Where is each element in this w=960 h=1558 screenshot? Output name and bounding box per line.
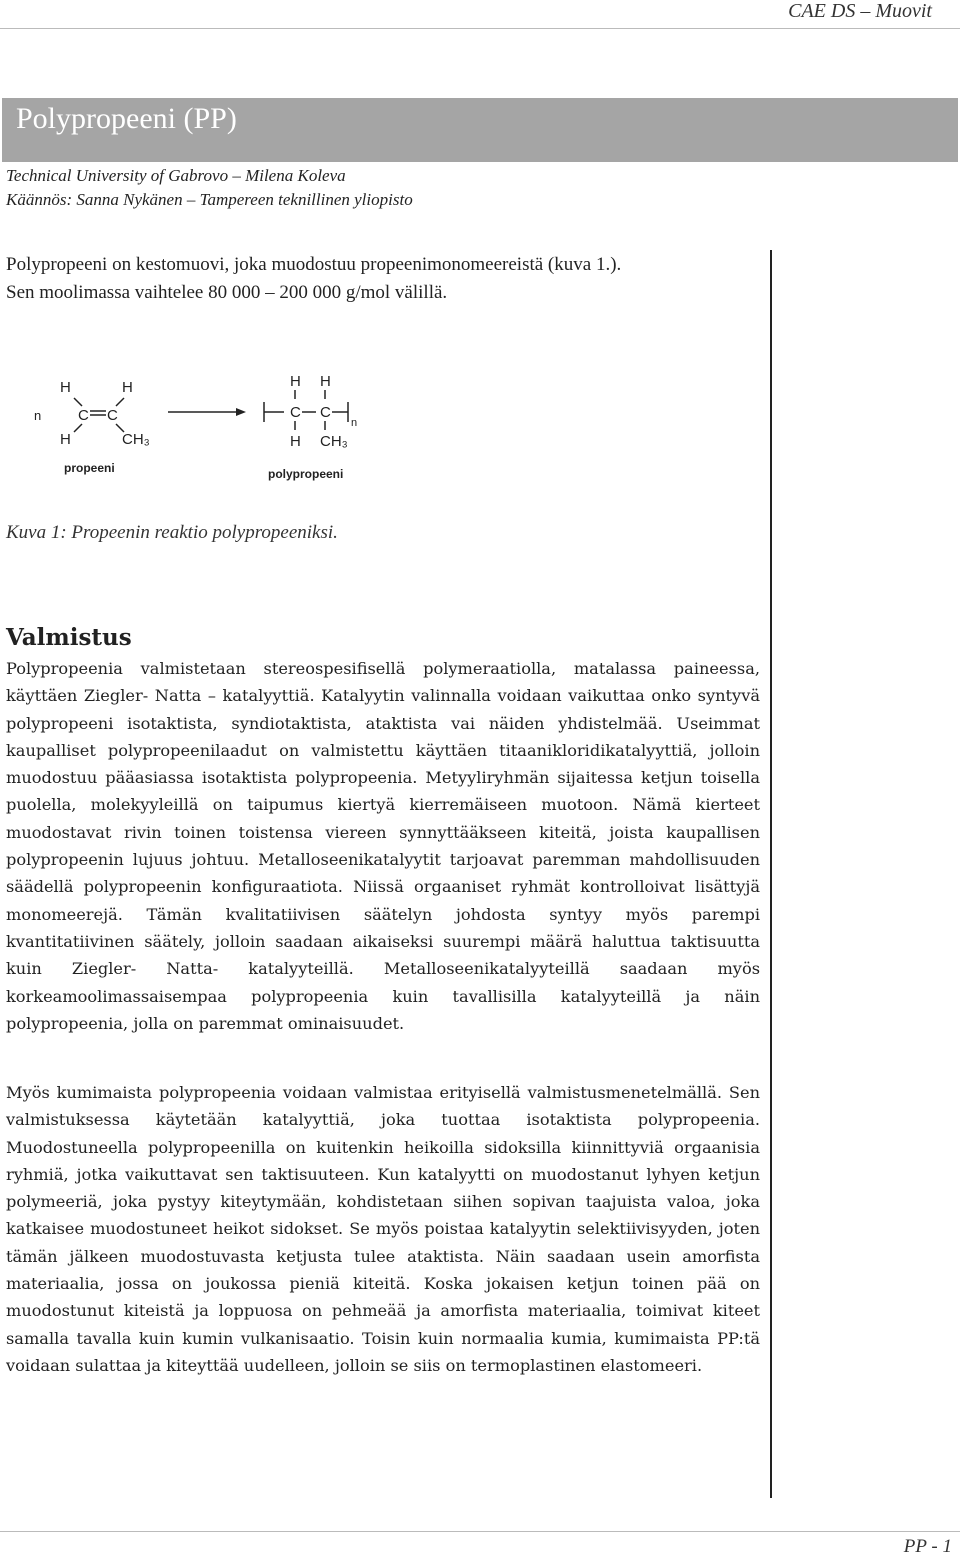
svg-text:H: H [60, 379, 71, 396]
svg-text:CH₃: CH₃ [122, 431, 150, 448]
n-subscript: n [351, 417, 358, 429]
svg-text:C: C [320, 404, 331, 421]
polypropeeni-label: polypropeeni [268, 467, 344, 481]
section-heading: Valmistus [6, 624, 132, 651]
svg-text:H: H [60, 431, 71, 448]
intro-line-2: Sen moolimassa vaihtelee 80 000 – 200 000 g/mol välillä. [6, 282, 448, 303]
reaction-figure [28, 368, 388, 488]
svg-text:C: C [107, 407, 118, 424]
svg-text:C: C [290, 404, 301, 421]
page-number: PP - 1 [903, 1536, 952, 1557]
intro-line-1: Polypropeeni on kestomuovi, joka muodostuu propeenimonomeereistä (kuva 1.). [6, 254, 622, 275]
n-coefficient: n [34, 408, 42, 423]
footer-divider [0, 1531, 960, 1532]
translation-credit: Käännös: Sanna Nykänen – Tampereen teknillinen yliopisto [6, 190, 413, 209]
paragraph-2: Myös kumimaista polypropeenia voidaan valmistaa erityisellä valmistusmenetelmällä. Sen valmistuksessa käytetään katalyyttiä, joka tuottaa isotaktista polypropeenia. Muodostuneella polypropeenilla on kuitenkin heikoilla sidoksilla kiinnittyviä orgaanisia ryhmiä, jotka vaikuttavat sen taktisuuteen. Kun katalyytti on muodostanut lyhyen ketjun polymeeriä, joka pystyy kiteytymään, kohdistetaan siihen sopivan taajuista valoa, joka katkaisee muodostuneet heikot sidokset. Se myös poistaa katalyytin selektiivisyyden, joten tämän jälkeen muodostuvasta ketjusta tulee ataktista. Näin saadaan usein amorfista materiaalia, jossa on joukossa pieniä kiteitä. Koska jokaisen ketjun toinen pää on muodostunut kiteistä ja loppuosa on pehmeää ja amorfista materiaalia, toimivat kiteet samalla tavalla kuin kumin vulkanisaatio. Toisin kuin normaalia kumia, kumimaista PP:tä voidaan sulattaa ja kiteyttää uudelleen, jolloin se siis on termoplastinen elastomeeri. [6, 1083, 760, 1375]
propeeni-label: propeeni [64, 461, 115, 475]
margin-rule [770, 250, 772, 1498]
svg-text:H: H [290, 373, 301, 390]
reaction-arrow [236, 408, 246, 416]
svg-text:C: C [78, 407, 89, 424]
running-header: CAE DS – Muovit [788, 0, 932, 22]
paragraph-1: Polypropeenia valmistetaan stereospesifisellä polymeraatiolla, matalassa paineessa, käyttäen Ziegler- Natta – katalyyttiä. Katalyytin valinnalla voidaan vaikuttaa onko syntyvä polypropeeni isotaktista, syndiotaktista, ataktista vai näiden yhdistelmää. Useimmat kaupalliset polypropeenilaadut on valmistettu käyttäen titaanikloridikatalyyttiä, jolloin muodostuu pääasiassa isotaktista polypropeenia. Metyyliryhmän sijaitessa ketjun toisella puolella, molekyyleillä on taipumus kiertyä kierremäiseen muotoon. Nämä kierteet muodostavat rivin toinen toistensa viereen synnyttääkseen kiteitä, joista kaupallisen polypropeenin lujuus johtuu. Metalloseenikatalyytit tarjoavat paremman mahdollisuuden säädellä polypropeenin konfiguraatiota. Niissä orgaaniset ryhmät kontrolloivat lisättyjä monomeerejä. Tämän kvalitatiivisen säätelyn johdosta syntyy myös parempi kvantitatiivinen säätely, jolloin saadaan aikaiseksi suurempi määrä haluttua taktisuutta kuin Ziegler- Natta- katalyyteillä. Metalloseenikatalyyteillä saadaan myös korkeamoolimassaisempaa polypropeenia kuin tavallisilla katalyyteillä ja näin polypropeenia, jolla on paremmat ominaisuudet. [6, 659, 760, 1033]
title-banner [2, 98, 958, 162]
author-credit: Technical University of Gabrovo – Milena Koleva [6, 166, 346, 185]
svg-text:H: H [122, 379, 133, 396]
page-title: Polypropeeni (PP) [16, 102, 237, 135]
figure-caption: Kuva 1: Propeenin reaktio polypropeeniksi. [6, 522, 338, 543]
svg-text:CH₃: CH₃ [320, 433, 348, 450]
svg-text:H: H [290, 433, 301, 450]
svg-text:H: H [320, 373, 331, 390]
header-divider [0, 28, 960, 29]
